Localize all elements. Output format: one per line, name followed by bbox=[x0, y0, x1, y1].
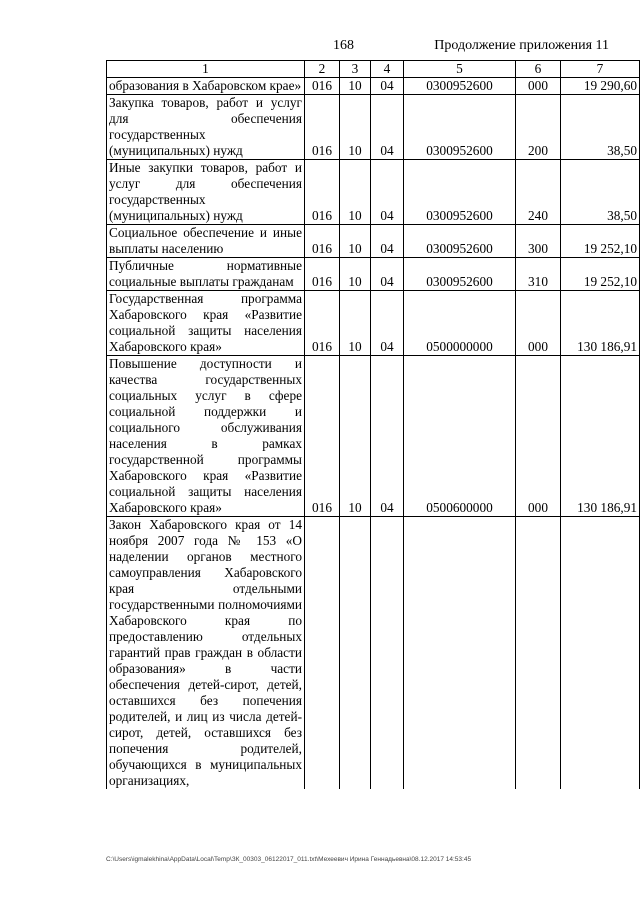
amount bbox=[561, 517, 640, 790]
section-code: 10 bbox=[340, 78, 371, 95]
amount: 19 252,10 bbox=[561, 225, 640, 258]
subsection-code bbox=[371, 517, 404, 790]
row-description: Закупка товаров, работ и услуг для обеспечения государственных (муниципальных) нужд bbox=[107, 95, 305, 160]
expense-type-code bbox=[516, 517, 561, 790]
table-row bbox=[107, 78, 640, 95]
table-row bbox=[107, 291, 640, 356]
section-code: 10 bbox=[340, 356, 371, 517]
amount: 130 186,91 bbox=[561, 356, 640, 517]
subsection-code: 04 bbox=[371, 95, 404, 160]
expense-type-code: 000 bbox=[516, 291, 561, 356]
target-article-code: 0300952600 bbox=[404, 78, 516, 95]
target-article-code bbox=[404, 517, 516, 790]
row-description: Иные закупки товаров, работ и услуг для обеспечения государственных (муниципальных) нужд bbox=[107, 160, 305, 225]
section-code: 10 bbox=[340, 291, 371, 356]
ministry-code: 016 bbox=[305, 160, 340, 225]
row-description: Закон Хабаровского края от 14 ноября 2007 года № 153 «О наделении органов местного самоуправления Хабаровского края отдельными государственными полномочиями Хабаровского края по предоставлению отдельных гарантий прав граждан в области образования» в части обеспечения детей-сирот, детей, оставшихся без попечения родителей, и лиц из числа детей-сирот, детей, оставшихся без попечения родителей, обучающихся в муниципальных организациях, bbox=[107, 517, 305, 790]
target-article-code: 0300952600 bbox=[404, 225, 516, 258]
expense-type-code: 200 bbox=[516, 95, 561, 160]
subsection-code: 04 bbox=[371, 78, 404, 95]
ministry-code: 016 bbox=[305, 78, 340, 95]
document-path-footer: C:\Users\igmalekhina\AppData\Local\Temp\ЗК_00303_06122017_011.txt\Мехеевич Ирина Геннадьевна\08.12.2017 14:53:45 bbox=[106, 856, 472, 863]
row-description: образования в Хабаровском крае» bbox=[107, 78, 305, 95]
table-row bbox=[107, 160, 640, 225]
section-code: 10 bbox=[340, 95, 371, 160]
column-header: 1 bbox=[107, 61, 305, 78]
table-header-row bbox=[107, 61, 640, 78]
table-row bbox=[107, 258, 640, 291]
ministry-code: 016 bbox=[305, 95, 340, 160]
target-article-code: 0500000000 bbox=[404, 291, 516, 356]
section-code: 10 bbox=[340, 225, 371, 258]
column-header: 6 bbox=[516, 61, 561, 78]
column-header: 5 bbox=[404, 61, 516, 78]
section-code bbox=[340, 517, 371, 790]
table-row bbox=[107, 517, 640, 790]
row-description: Повышение доступности и качества государственных социальных услуг в сфере социальной поддержки и социального обслуживания населения в рамках государственной программы Хабаровского края «Развитие социальной защиты населения Хабаровского края» bbox=[107, 356, 305, 517]
page-number: 168 bbox=[333, 38, 354, 53]
expense-type-code: 000 bbox=[516, 356, 561, 517]
ministry-code: 016 bbox=[305, 356, 340, 517]
subsection-code: 04 bbox=[371, 356, 404, 517]
subsection-code: 04 bbox=[371, 291, 404, 356]
ministry-code: 016 bbox=[305, 225, 340, 258]
column-header: 3 bbox=[340, 61, 371, 78]
column-header: 7 bbox=[561, 61, 640, 78]
column-header: 2 bbox=[305, 61, 340, 78]
budget-table bbox=[106, 60, 640, 789]
row-description: Социальное обеспечение и иные выплаты населению bbox=[107, 225, 305, 258]
target-article-code: 0300952600 bbox=[404, 160, 516, 225]
expense-type-code: 000 bbox=[516, 78, 561, 95]
amount: 38,50 bbox=[561, 160, 640, 225]
expense-type-code: 310 bbox=[516, 258, 561, 291]
subsection-code: 04 bbox=[371, 160, 404, 225]
subsection-code: 04 bbox=[371, 258, 404, 291]
ministry-code: 016 bbox=[305, 291, 340, 356]
table-row bbox=[107, 225, 640, 258]
target-article-code: 0500600000 bbox=[404, 356, 516, 517]
ministry-code: 016 bbox=[305, 258, 340, 291]
target-article-code: 0300952600 bbox=[404, 95, 516, 160]
row-description: Публичные нормативные социальные выплаты гражданам bbox=[107, 258, 305, 291]
table-row bbox=[107, 356, 640, 517]
section-code: 10 bbox=[340, 258, 371, 291]
expense-type-code: 240 bbox=[516, 160, 561, 225]
expense-type-code: 300 bbox=[516, 225, 561, 258]
ministry-code bbox=[305, 517, 340, 790]
amount: 19 290,60 bbox=[561, 78, 640, 95]
column-header: 4 bbox=[371, 61, 404, 78]
table-row bbox=[107, 95, 640, 160]
appendix-continuation-note: Продолжение приложения 11 bbox=[434, 38, 609, 53]
amount: 19 252,10 bbox=[561, 258, 640, 291]
target-article-code: 0300952600 bbox=[404, 258, 516, 291]
section-code: 10 bbox=[340, 160, 371, 225]
row-description: Государственная программа Хабаровского края «Развитие социальной защиты населения Хабаровского края» bbox=[107, 291, 305, 356]
amount: 38,50 bbox=[561, 95, 640, 160]
subsection-code: 04 bbox=[371, 225, 404, 258]
amount: 130 186,91 bbox=[561, 291, 640, 356]
